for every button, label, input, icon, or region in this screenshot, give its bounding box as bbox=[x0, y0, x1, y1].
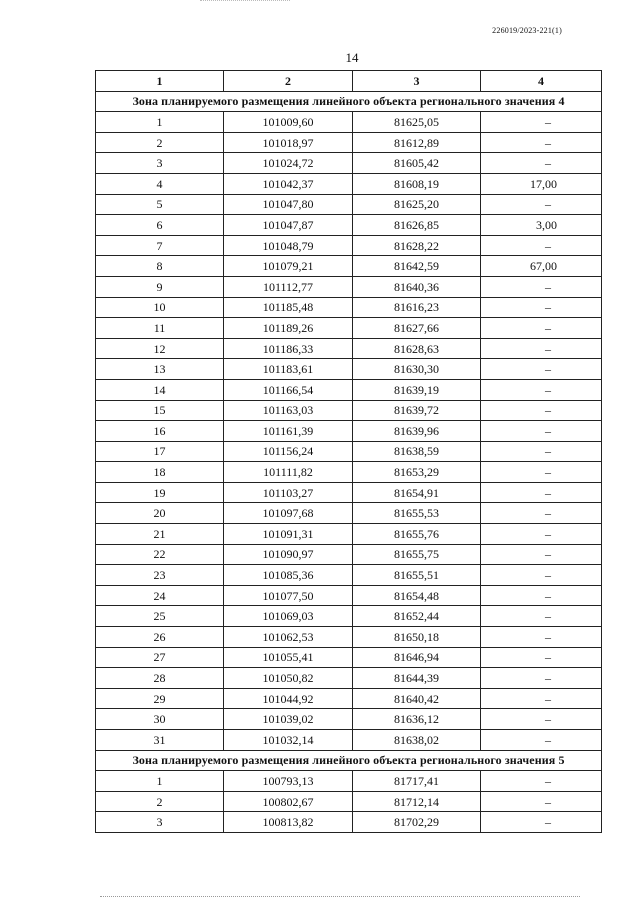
value-cell: – bbox=[481, 730, 602, 751]
x-coordinate-cell: 101047,80 bbox=[224, 194, 353, 215]
table-row bbox=[96, 791, 602, 812]
value-cell: – bbox=[481, 153, 602, 174]
value-cell: – bbox=[481, 606, 602, 627]
x-coordinate-cell: 101009,60 bbox=[224, 112, 353, 133]
y-coordinate-cell: 81655,53 bbox=[353, 503, 481, 524]
x-coordinate-cell: 101103,27 bbox=[224, 482, 353, 503]
x-coordinate-cell: 101189,26 bbox=[224, 318, 353, 339]
point-number-cell: 27 bbox=[96, 647, 224, 668]
x-coordinate-cell: 101062,53 bbox=[224, 627, 353, 648]
x-coordinate-cell: 100813,82 bbox=[224, 812, 353, 833]
point-number-cell: 2 bbox=[96, 791, 224, 812]
x-coordinate-cell: 101055,41 bbox=[224, 647, 353, 668]
x-coordinate-cell: 101032,14 bbox=[224, 730, 353, 751]
table-row bbox=[96, 647, 602, 668]
y-coordinate-cell: 81639,19 bbox=[353, 379, 481, 400]
table-row bbox=[96, 173, 602, 194]
table-row bbox=[96, 379, 602, 400]
value-cell: – bbox=[481, 297, 602, 318]
x-coordinate-cell: 101044,92 bbox=[224, 688, 353, 709]
y-coordinate-cell: 81636,12 bbox=[353, 709, 481, 730]
table-row bbox=[96, 606, 602, 627]
point-number-cell: 4 bbox=[96, 173, 224, 194]
y-coordinate-cell: 81654,91 bbox=[353, 482, 481, 503]
value-cell: – bbox=[481, 482, 602, 503]
point-number-cell: 16 bbox=[96, 421, 224, 442]
point-number-cell: 18 bbox=[96, 462, 224, 483]
x-coordinate-cell: 101042,37 bbox=[224, 173, 353, 194]
y-coordinate-cell: 81616,23 bbox=[353, 297, 481, 318]
table-row bbox=[96, 709, 602, 730]
document-reference: 226019/2023-221(1) bbox=[492, 26, 562, 35]
table-row bbox=[96, 482, 602, 503]
column-header-2: 2 bbox=[224, 71, 353, 92]
table-row bbox=[96, 235, 602, 256]
value-cell: – bbox=[481, 318, 602, 339]
x-coordinate-cell: 101161,39 bbox=[224, 421, 353, 442]
y-coordinate-cell: 81625,20 bbox=[353, 194, 481, 215]
point-number-cell: 24 bbox=[96, 585, 224, 606]
zone-header-row bbox=[96, 750, 602, 771]
y-coordinate-cell: 81628,63 bbox=[353, 338, 481, 359]
x-coordinate-cell: 101166,54 bbox=[224, 379, 353, 400]
point-number-cell: 2 bbox=[96, 132, 224, 153]
table-row bbox=[96, 668, 602, 689]
x-coordinate-cell: 101069,03 bbox=[224, 606, 353, 627]
point-number-cell: 23 bbox=[96, 565, 224, 586]
point-number-cell: 8 bbox=[96, 256, 224, 277]
y-coordinate-cell: 81712,14 bbox=[353, 791, 481, 812]
y-coordinate-cell: 81644,39 bbox=[353, 668, 481, 689]
value-cell: – bbox=[481, 647, 602, 668]
coordinates-table bbox=[95, 70, 602, 833]
x-coordinate-cell: 101183,61 bbox=[224, 359, 353, 380]
x-coordinate-cell: 101185,48 bbox=[224, 297, 353, 318]
point-number-cell: 17 bbox=[96, 441, 224, 462]
y-coordinate-cell: 81639,96 bbox=[353, 421, 481, 442]
y-coordinate-cell: 81628,22 bbox=[353, 235, 481, 256]
point-number-cell: 5 bbox=[96, 194, 224, 215]
y-coordinate-cell: 81640,42 bbox=[353, 688, 481, 709]
point-number-cell: 19 bbox=[96, 482, 224, 503]
point-number-cell: 1 bbox=[96, 112, 224, 133]
value-cell: – bbox=[481, 421, 602, 442]
scan-artifact-top bbox=[200, 0, 290, 2]
table-row bbox=[96, 565, 602, 586]
point-number-cell: 14 bbox=[96, 379, 224, 400]
y-coordinate-cell: 81655,51 bbox=[353, 565, 481, 586]
value-cell: – bbox=[481, 791, 602, 812]
point-number-cell: 7 bbox=[96, 235, 224, 256]
value-cell: – bbox=[481, 524, 602, 545]
value-cell: – bbox=[481, 112, 602, 133]
table-row bbox=[96, 730, 602, 751]
table-row bbox=[96, 338, 602, 359]
column-header-3: 3 bbox=[353, 71, 481, 92]
y-coordinate-cell: 81646,94 bbox=[353, 647, 481, 668]
value-cell: – bbox=[481, 194, 602, 215]
x-coordinate-cell: 101050,82 bbox=[224, 668, 353, 689]
table-row bbox=[96, 585, 602, 606]
value-cell: – bbox=[481, 627, 602, 648]
point-number-cell: 11 bbox=[96, 318, 224, 339]
value-cell: – bbox=[481, 379, 602, 400]
y-coordinate-cell: 81655,76 bbox=[353, 524, 481, 545]
point-number-cell: 31 bbox=[96, 730, 224, 751]
x-coordinate-cell: 101112,77 bbox=[224, 276, 353, 297]
column-header-1: 1 bbox=[96, 71, 224, 92]
value-cell: – bbox=[481, 235, 602, 256]
value-cell: – bbox=[481, 462, 602, 483]
point-number-cell: 30 bbox=[96, 709, 224, 730]
point-number-cell: 12 bbox=[96, 338, 224, 359]
point-number-cell: 3 bbox=[96, 153, 224, 174]
x-coordinate-cell: 101047,87 bbox=[224, 215, 353, 236]
y-coordinate-cell: 81654,48 bbox=[353, 585, 481, 606]
x-coordinate-cell: 101079,21 bbox=[224, 256, 353, 277]
value-cell: – bbox=[481, 132, 602, 153]
x-coordinate-cell: 100802,67 bbox=[224, 791, 353, 812]
point-number-cell: 25 bbox=[96, 606, 224, 627]
y-coordinate-cell: 81717,41 bbox=[353, 771, 481, 792]
table-row bbox=[96, 256, 602, 277]
value-cell: – bbox=[481, 276, 602, 297]
point-number-cell: 26 bbox=[96, 627, 224, 648]
x-coordinate-cell: 101163,03 bbox=[224, 400, 353, 421]
table-header-row bbox=[96, 71, 602, 92]
value-cell: – bbox=[481, 668, 602, 689]
table-row bbox=[96, 627, 602, 648]
point-number-cell: 3 bbox=[96, 812, 224, 833]
value-cell: – bbox=[481, 709, 602, 730]
table-body bbox=[96, 91, 602, 832]
zone-header-row bbox=[96, 91, 602, 112]
y-coordinate-cell: 81608,19 bbox=[353, 173, 481, 194]
value-cell: – bbox=[481, 503, 602, 524]
point-number-cell: 20 bbox=[96, 503, 224, 524]
table-row bbox=[96, 503, 602, 524]
table-row bbox=[96, 441, 602, 462]
value-cell: – bbox=[481, 400, 602, 421]
x-coordinate-cell: 101090,97 bbox=[224, 544, 353, 565]
page-number: 14 bbox=[345, 50, 359, 65]
value-cell: – bbox=[481, 585, 602, 606]
table-row bbox=[96, 297, 602, 318]
table-row bbox=[96, 215, 602, 236]
table-row bbox=[96, 112, 602, 133]
y-coordinate-cell: 81630,30 bbox=[353, 359, 481, 380]
value-cell: – bbox=[481, 771, 602, 792]
point-number-cell: 10 bbox=[96, 297, 224, 318]
x-coordinate-cell: 101111,82 bbox=[224, 462, 353, 483]
y-coordinate-cell: 81639,72 bbox=[353, 400, 481, 421]
value-cell: 17,00 bbox=[481, 173, 602, 194]
point-number-cell: 6 bbox=[96, 215, 224, 236]
x-coordinate-cell: 101091,31 bbox=[224, 524, 353, 545]
table-row bbox=[96, 132, 602, 153]
x-coordinate-cell: 100793,13 bbox=[224, 771, 353, 792]
table-row bbox=[96, 462, 602, 483]
point-number-cell: 15 bbox=[96, 400, 224, 421]
point-number-cell: 21 bbox=[96, 524, 224, 545]
value-cell: 3,00 bbox=[481, 215, 602, 236]
point-number-cell: 28 bbox=[96, 668, 224, 689]
y-coordinate-cell: 81605,42 bbox=[353, 153, 481, 174]
x-coordinate-cell: 101024,72 bbox=[224, 153, 353, 174]
scan-artifact-bottom bbox=[100, 896, 580, 898]
zone-title: Зона планируемого размещения линейного объекта регионального значения 5 bbox=[96, 750, 602, 771]
x-coordinate-cell: 101156,24 bbox=[224, 441, 353, 462]
value-cell: – bbox=[481, 544, 602, 565]
y-coordinate-cell: 81640,36 bbox=[353, 276, 481, 297]
x-coordinate-cell: 101186,33 bbox=[224, 338, 353, 359]
point-number-cell: 1 bbox=[96, 771, 224, 792]
x-coordinate-cell: 101018,97 bbox=[224, 132, 353, 153]
y-coordinate-cell: 81625,05 bbox=[353, 112, 481, 133]
table-row bbox=[96, 524, 602, 545]
table-row bbox=[96, 194, 602, 215]
point-number-cell: 22 bbox=[96, 544, 224, 565]
y-coordinate-cell: 81655,75 bbox=[353, 544, 481, 565]
value-cell: – bbox=[481, 688, 602, 709]
y-coordinate-cell: 81612,89 bbox=[353, 132, 481, 153]
y-coordinate-cell: 81638,02 bbox=[353, 730, 481, 751]
value-cell: – bbox=[481, 359, 602, 380]
table-row bbox=[96, 400, 602, 421]
x-coordinate-cell: 101085,36 bbox=[224, 565, 353, 586]
y-coordinate-cell: 81702,29 bbox=[353, 812, 481, 833]
table-row bbox=[96, 771, 602, 792]
table-row bbox=[96, 318, 602, 339]
point-number-cell: 9 bbox=[96, 276, 224, 297]
value-cell: 67,00 bbox=[481, 256, 602, 277]
table-row bbox=[96, 688, 602, 709]
table-row bbox=[96, 359, 602, 380]
table-row bbox=[96, 421, 602, 442]
y-coordinate-cell: 81626,85 bbox=[353, 215, 481, 236]
table-row bbox=[96, 153, 602, 174]
x-coordinate-cell: 101048,79 bbox=[224, 235, 353, 256]
y-coordinate-cell: 81650,18 bbox=[353, 627, 481, 648]
y-coordinate-cell: 81653,29 bbox=[353, 462, 481, 483]
value-cell: – bbox=[481, 812, 602, 833]
y-coordinate-cell: 81642,59 bbox=[353, 256, 481, 277]
x-coordinate-cell: 101039,02 bbox=[224, 709, 353, 730]
value-cell: – bbox=[481, 565, 602, 586]
y-coordinate-cell: 81652,44 bbox=[353, 606, 481, 627]
zone-title: Зона планируемого размещения линейного объекта регионального значения 4 bbox=[96, 91, 602, 112]
table-row bbox=[96, 276, 602, 297]
y-coordinate-cell: 81627,66 bbox=[353, 318, 481, 339]
column-header-4: 4 bbox=[481, 71, 602, 92]
x-coordinate-cell: 101097,68 bbox=[224, 503, 353, 524]
table-row bbox=[96, 544, 602, 565]
table-row bbox=[96, 812, 602, 833]
y-coordinate-cell: 81638,59 bbox=[353, 441, 481, 462]
value-cell: – bbox=[481, 338, 602, 359]
point-number-cell: 13 bbox=[96, 359, 224, 380]
x-coordinate-cell: 101077,50 bbox=[224, 585, 353, 606]
value-cell: – bbox=[481, 441, 602, 462]
point-number-cell: 29 bbox=[96, 688, 224, 709]
